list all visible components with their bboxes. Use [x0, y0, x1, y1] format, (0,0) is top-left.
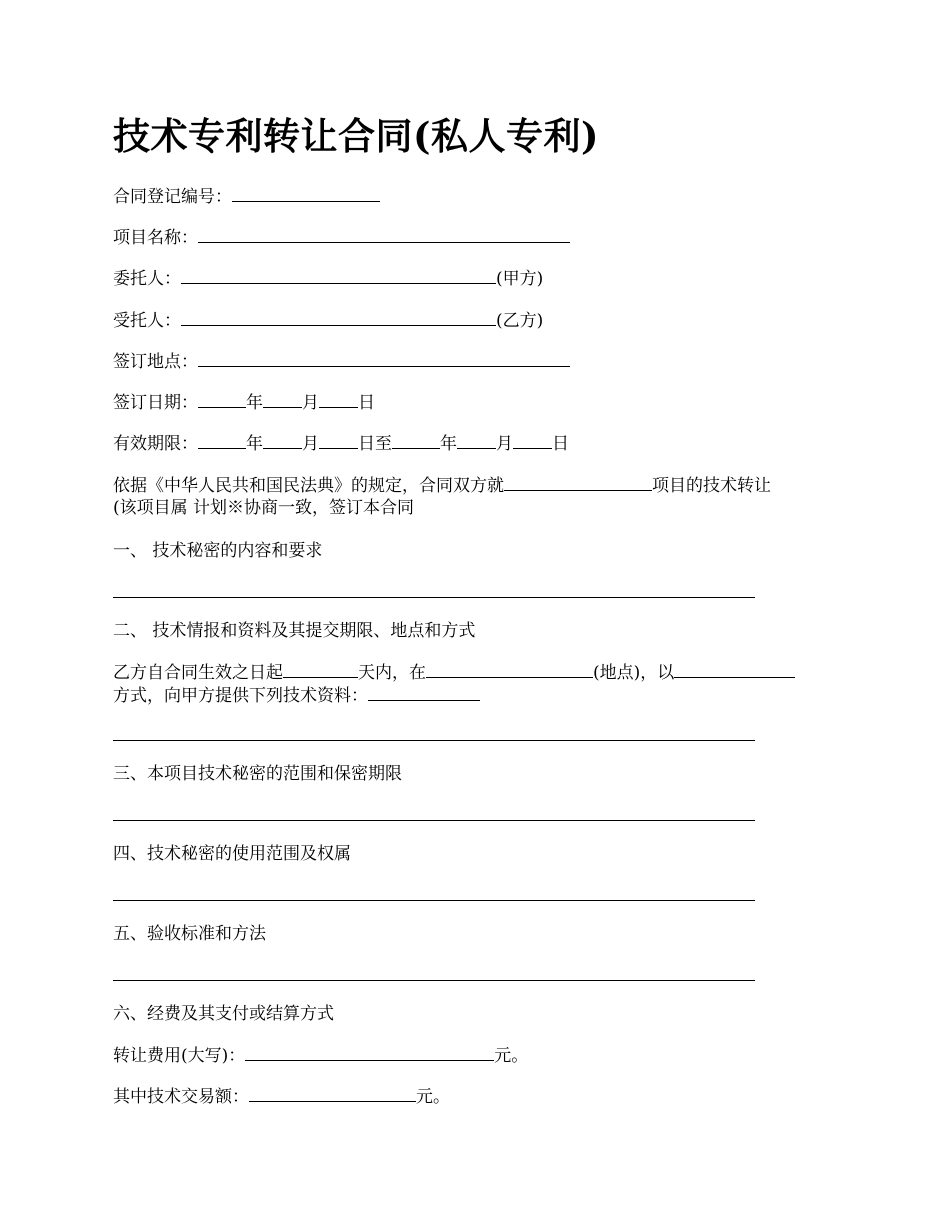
section-2-heading: 二、 技术情报和资料及其提交期限、地点和方式: [113, 621, 476, 641]
intro-line-1: [113, 473, 771, 498]
contract-no-row: [113, 184, 380, 209]
end-month-blank[interactable]: [457, 431, 496, 449]
client-suffix: (甲方): [496, 269, 544, 289]
month-unit: 月: [302, 393, 319, 413]
method-blank[interactable]: [674, 660, 795, 678]
year-unit: 年: [246, 393, 263, 413]
trade-amount-unit: 元。: [416, 1087, 450, 1107]
document-title: 技术专利转让合同(私人专利): [113, 114, 600, 158]
month-unit: 月: [302, 434, 319, 454]
project-name-blank[interactable]: [198, 225, 570, 243]
trustee-label: 受托人：: [113, 311, 181, 331]
transfer-fee-label: 转让费用(大写)：: [113, 1046, 246, 1066]
project-name-row: [113, 225, 570, 250]
trade-amount-blank[interactable]: [249, 1084, 416, 1102]
section-3-blank-line[interactable]: [113, 820, 755, 821]
end-day-blank[interactable]: [513, 431, 552, 449]
section-1-blank-line[interactable]: [113, 597, 755, 598]
s2-text-d: 方式，向甲方提供下列技术资料：: [113, 686, 368, 706]
intro-part1: 依据《中华人民共和国民法典》的规定，合同双方就: [113, 476, 504, 496]
intro-part2: 项目的技术转让: [652, 476, 771, 496]
intro-line-2: [113, 496, 414, 520]
section-4-blank-line[interactable]: [113, 900, 755, 901]
intro-project-blank[interactable]: [504, 473, 652, 491]
transfer-fee-unit: 元。: [494, 1046, 529, 1066]
sign-date-label: 签订日期：: [113, 393, 198, 413]
trustee-blank[interactable]: [181, 308, 496, 326]
sign-year-blank[interactable]: [198, 390, 246, 408]
place-blank[interactable]: [426, 660, 593, 678]
section-2-line-2: [113, 683, 480, 708]
materials-blank[interactable]: [368, 683, 480, 701]
day-unit: 日: [358, 393, 375, 413]
trustee-suffix: (乙方): [496, 311, 544, 331]
contract-no-blank[interactable]: [232, 184, 380, 202]
s2-text-b: 天内，在: [358, 663, 426, 683]
client-blank[interactable]: [181, 266, 496, 284]
year-unit: 年: [440, 434, 457, 454]
valid-period-label: 有效期限：: [113, 434, 198, 454]
day-unit: 日: [358, 434, 375, 454]
sign-place-label: 签订地点：: [113, 352, 198, 372]
section-4-heading: 四、技术秘密的使用范围及权属: [113, 844, 351, 864]
project-name-label: 项目名称：: [113, 228, 198, 248]
trade-amount-label: 其中技术交易额：: [113, 1087, 249, 1107]
day-unit: 日: [552, 434, 569, 454]
days-blank[interactable]: [283, 660, 358, 678]
client-label: 委托人：: [113, 269, 181, 289]
contract-no-label: 合同登记编号：: [113, 187, 232, 207]
section-6-heading: 六、经费及其支付或结算方式: [113, 1004, 334, 1024]
section-2-blank-line[interactable]: [113, 740, 755, 741]
section-1-heading: 一、 技术秘密的内容和要求: [113, 541, 323, 561]
to-text: 至: [375, 434, 392, 454]
transfer-fee-row: [113, 1043, 528, 1068]
sign-date-row: [113, 390, 375, 415]
sign-day-blank[interactable]: [319, 390, 358, 408]
sign-month-blank[interactable]: [263, 390, 302, 408]
trustee-row: [113, 308, 543, 333]
sign-place-blank[interactable]: [198, 349, 570, 367]
year-unit: 年: [246, 434, 263, 454]
start-day-blank[interactable]: [319, 431, 358, 449]
section-5-heading: 五、验收标准和方法: [113, 924, 266, 944]
sign-place-row: [113, 349, 570, 374]
section-5-blank-line[interactable]: [113, 980, 755, 981]
start-month-blank[interactable]: [263, 431, 302, 449]
month-unit: 月: [496, 434, 513, 454]
valid-period-row: [113, 431, 569, 456]
s2-text-a: 乙方自合同生效之日起: [113, 663, 283, 683]
start-year-blank[interactable]: [198, 431, 246, 449]
trade-amount-row: [113, 1084, 450, 1109]
s2-text-c: (地点)，以: [593, 663, 675, 683]
section-3-heading: 三、本项目技术秘密的范围和保密期限: [113, 764, 402, 784]
client-row: [113, 266, 543, 291]
transfer-fee-blank[interactable]: [245, 1043, 494, 1061]
section-2-line-1: [113, 660, 795, 685]
intro-part3: (该项目属 计划※协商一致，签订本合同: [113, 498, 415, 518]
end-year-blank[interactable]: [392, 431, 440, 449]
